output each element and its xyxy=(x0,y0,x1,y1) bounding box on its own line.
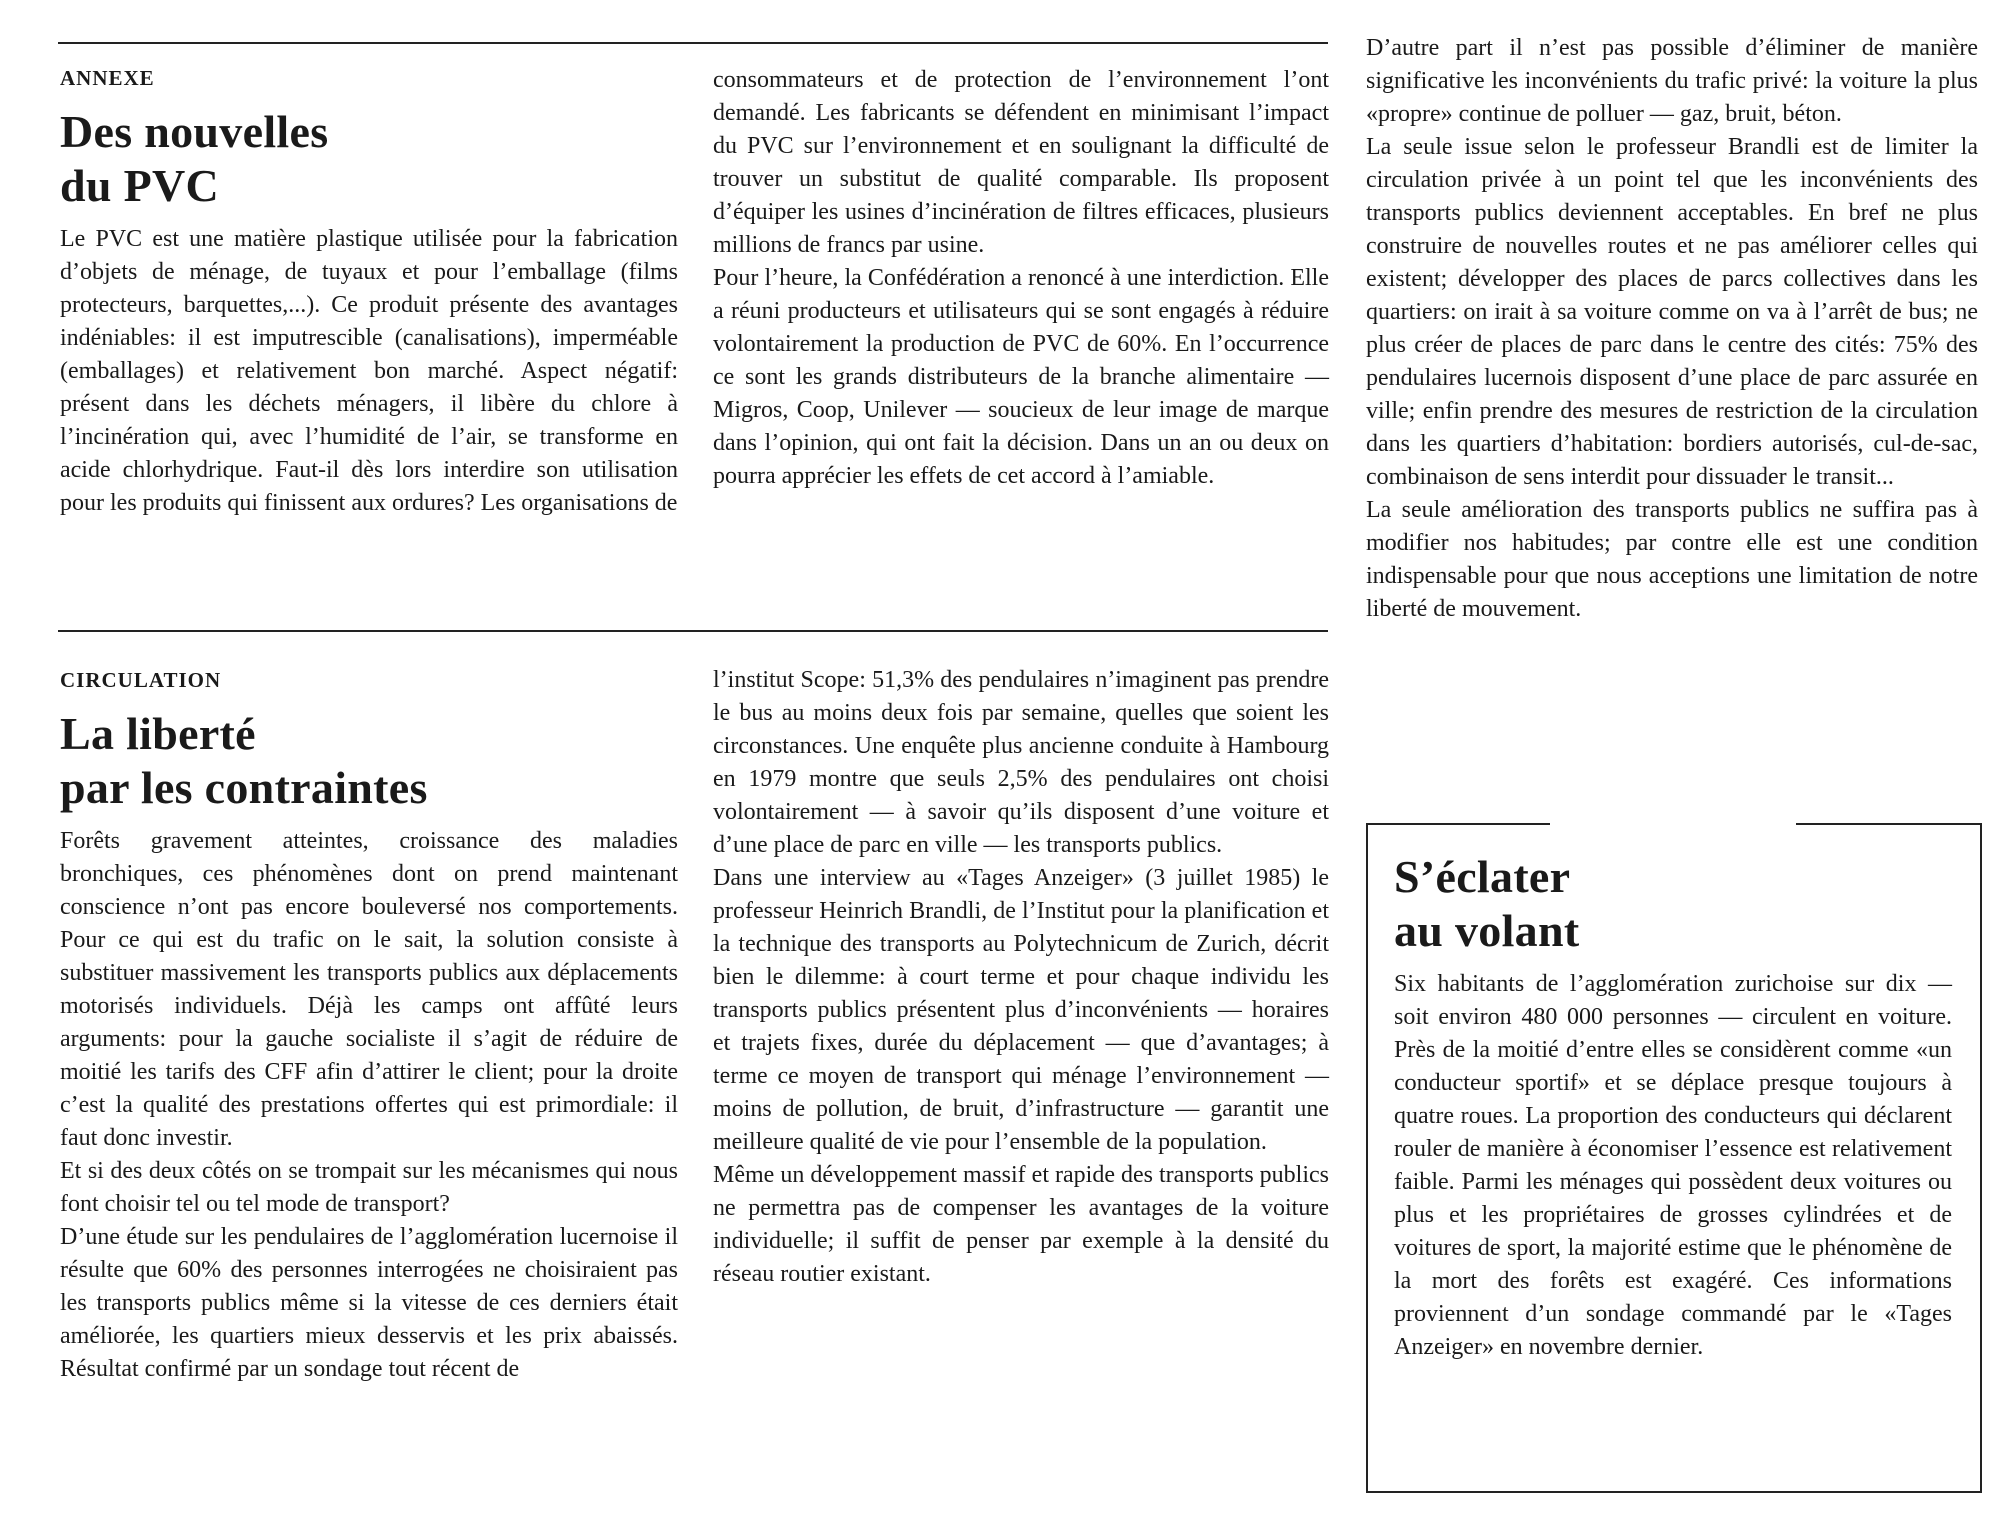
annexe-column-1 xyxy=(60,62,678,520)
circulation-c2-paragraph-3: Même un développement massif et rapide des transports publics ne permettra pas de compenser les avantages de la voiture individuelle; il suffit de penser par exemple à la densité du réseau routier existant. xyxy=(713,1162,1329,1287)
annexe-headline-line1: Des nouvelles xyxy=(60,106,329,157)
sidebar-content xyxy=(1394,850,1952,1364)
sidebar-box-gap xyxy=(1550,820,1796,828)
circulation-c3-paragraph-1: D’autre part il n’est pas possible d’éliminer de manière significative les inconvénients du trafic privé: la voiture la plus «propre» continue de polluer — gaz, bruit, béton. xyxy=(1366,35,1978,127)
sidebar-headline-line1: S’éclater xyxy=(1394,851,1571,902)
circulation-c3-paragraph-3: La seule amélioration des transports publics ne suffira pas à modifier nos habitudes; par contre elle est une condition indispensable pour que nous acceptions une limitation de notre liberté de mouvement. xyxy=(1366,497,1978,622)
circulation-c3-paragraph-2: La seule issue selon le professeur Brandli est de limiter la circulation privée à un point tel que les inconvénients des transports publics deviennent acceptables. En bref ne plus construire de nouvelles routes et ne pas améliorer celles qui existent; développer des places de parcs collectives dans les quartiers: on irait à sa voiture comme on va à l’arrêt de bus; ne plus créer de places de parc dans le centre des cités: 75% des pendulaires lucernois disposent d’une place de parc assurée en ville; enfin prendre des mesures de restriction de la circulation dans les quartiers d’habitation: bordiers autorisés, cul-de-sac, combinaison de sens interdit pour dissuader le transit... xyxy=(1366,134,1978,490)
circulation-headline xyxy=(60,707,678,815)
circulation-headline-line1: La liberté xyxy=(60,708,256,759)
circulation-headline-line2: par les contraintes xyxy=(60,762,428,813)
annexe-paragraph-1: Le PVC est une matière plastique utilisée pour la fabrication d’objets de ménage, de tuyaux et pour l’emballage (films protecteurs, barquettes,...). Ce produit présente des avantages indéniables: il est imputrescible (canalisations), imperméable (emballages) et relativement bon marché. Aspect négatif: présent dans les déchets ménagers, il libère du chlore à l’incinération qui, avec l’humidité de l’air, se transforme en acide chlorhydrique. Faut-il dès lors interdire son utilisation pour les produits qui finissent aux ordures? Les organisations de xyxy=(60,226,678,516)
annexe-headline xyxy=(60,105,678,213)
middle-rule xyxy=(58,630,1328,632)
annexe-paragraph-2: Pour l’heure, la Confédération a renoncé à une interdiction. Elle a réuni producteurs et utilisateurs qui se sont engagés à réduire volontairement la production de PVC de 60%. En l’occurrence ce sont les grands distributeurs de la branche alimentaire — Migros, Coop, Unilever — soucieux de leur image de marque dans l’opinion, qui ont fait la décision. Dans un an ou deux on pourra apprécier les effets de cet accord à l’amiable. xyxy=(713,265,1329,489)
sidebar-headline xyxy=(1394,850,1952,958)
circulation-column-2 xyxy=(713,664,1329,1291)
circulation-c1-paragraph-3: D’une étude sur les pendulaires de l’agglomération lucernoise il résulte que 60% des personnes interrogées ne choisiraient pas les transports publics même si la vitesse de ces derniers était améliorée, les quartiers mieux desservis et les prix abaissés. Résultat confirmé par un sondage tout récent de xyxy=(60,1224,678,1382)
circulation-column-3 xyxy=(1366,32,1978,626)
top-rule xyxy=(58,42,1328,44)
circulation-column-1 xyxy=(60,664,678,1386)
circulation-c2-paragraph-2: Dans une interview au «Tages Anzeiger» (3 juillet 1985) le professeur Heinrich Brandli, de l’Institut pour la planification et la technique des transports au Polytechnicum de Zurich, décrit bien le dilemme: à court terme et pour chaque individu les transports publics présentent plus d’inconvénients — horaires et trajets fixes, durée du déplacement — que d’avantages; à terme ce moyen de transport qui ménage l’environnement — moins de pollution, de bruit, d’infrastructure — garantit une meilleure qualité de vie pour l’ensemble de la population. xyxy=(713,865,1329,1155)
annexe-headline-line2: du PVC xyxy=(60,160,220,211)
sidebar-paragraph: Six habitants de l’agglomération zurichoise sur dix — soit environ 480 000 personnes — circulent en voiture. Près de la moitié d’entre elles se considèrent comme «un conducteur sportif» et se déplace presque toujours à quatre roues. La proportion des conducteurs qui déclarent rouler de manière à économiser l’essence est relativement faible. Parmi les ménages qui possèdent deux voitures ou plus et les propriétaires de grosses cylindrées et de voitures de sport, la majorité estime que le phénomène de la mort des forêts est exagéré. Ces informations proviennent d’un sondage commandé par le «Tages Anzeiger» en novembre dernier. xyxy=(1394,971,1952,1360)
sidebar-headline-line2: au volant xyxy=(1394,905,1580,956)
annexe-column-2 xyxy=(713,64,1329,493)
circulation-c2-paragraph-1: l’institut Scope: 51,3% des pendulaires n’imaginent pas prendre le bus au moins deux fois par semaine, quelles que soient les circonstances. Une enquête plus ancienne conduite à Hambourg en 1979 montre que seuls 2,5% des pendulaires ont choisi volontairement — à savoir qu’ils disposent d’une voiture et d’une place de parc en ville — les transports publics. xyxy=(713,667,1329,858)
circulation-c1-paragraph-1: Forêts gravement atteintes, croissance des maladies bronchiques, ces phénomènes dont on prend maintenant conscience n’ont pas encore bouleversé nos comportements. Pour ce qui est du trafic on le sait, la solution consiste à substituer massivement les transports publics aux déplacements motorisés individuels. Déjà les camps ont affûté leurs arguments: pour la gauche socialiste il s’agit de réduire de moitié les tarifs des CFF afin d’attirer le client; pour la droite c’est la qualité des prestations offertes qui est primordiale: il faut donc investir. xyxy=(60,828,678,1151)
annexe-kicker: ANNEXE xyxy=(60,66,155,90)
annexe-paragraph-1-continued: consommateurs et de protection de l’environnement l’ont demandé. Les fabricants se défendent en minimisant l’impact du PVC sur l’environnement et en soulignant la difficulté de trouver un substitut de qualité comparable. Ils proposent d’équiper les usines d’incinération de filtres efficaces, plusieurs millions de francs par usine. xyxy=(713,67,1329,258)
circulation-c1-paragraph-2: Et si des deux côtés on se trompait sur les mécanismes qui nous font choisir tel ou tel mode de transport? xyxy=(60,1158,678,1217)
circulation-kicker: CIRCULATION xyxy=(60,668,222,692)
